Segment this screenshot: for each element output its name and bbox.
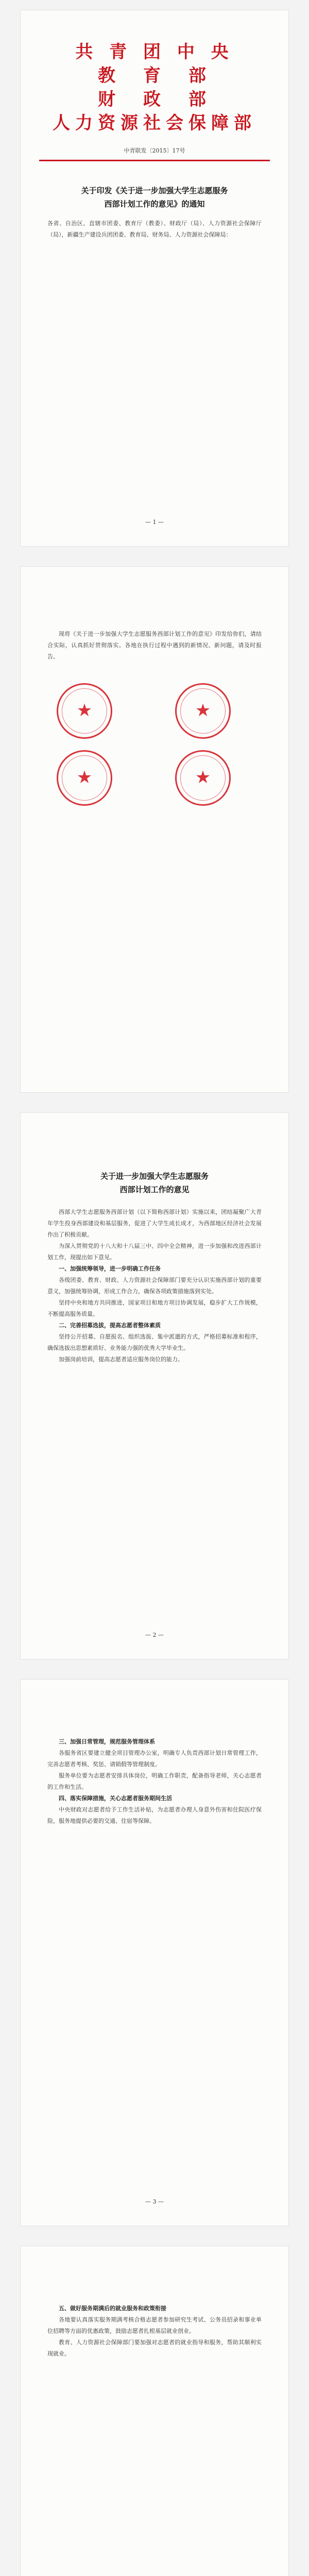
notice-body: 现将《关于进一步加强大学生志愿服务西部计划工作的意见》印发给你们，请结合实际，认真抓好贯彻落实。各地在执行过程中遇到的新情况、新问题，请及时报告。 [47, 631, 262, 660]
page-number: — 1 — [145, 519, 164, 526]
page-4 [21, 1680, 288, 2226]
paragraph: 中央财政对志愿者给予工作生活补贴，为志愿者办理人身意外伤害和住院医疗保险，服务地提供必要的交通、住宿等保障。 [47, 1806, 262, 1824]
paragraph: 各服务省区要建立健全项目管理办公室，明确专人负责西部计划日常管理工作，完善志愿者考核、奖惩、请销假等管理制度。 [47, 1750, 262, 1768]
paragraph: 各地要认真落实服务期满考核合格志愿者参加研究生考试、公务员招录和事业单位招聘等方面的优惠政策，鼓励志愿者扎根基层就业创业。 [47, 2316, 262, 2334]
official-seal-icon: ★ [57, 683, 112, 739]
notice-title: 西部计划工作的意见》的通知 [104, 199, 205, 209]
page-2 [21, 567, 288, 1092]
letterhead-line: 教 育 部 [98, 65, 211, 86]
page-number: — 2 — [145, 1632, 164, 1638]
paragraph: 为深入贯彻党的十八大和十八届三中、四中全会精神，进一步加强和改进西部计划工作，现提出如下意见。 [47, 1243, 262, 1261]
official-seal-icon: ★ [175, 750, 231, 806]
letterhead-line: 人力资源社会保障部 [53, 113, 256, 133]
paragraph: 西部大学生志愿服务西部计划（以下简称西部计划）实施以来，团结凝聚广大青年学生投身西部建设和基层服务，促进了大学生成长成才，为西部地区经济社会发展作出了积极贡献。 [47, 1209, 262, 1238]
seal-area [21, 683, 288, 817]
paragraph: 坚持公开招募、自愿报名、组织选拔、集中派遣的方式，严格招募标准和程序，确保选拔出思想素质好、业务能力强的优秀大学毕业生。 [47, 1333, 262, 1351]
section-heading: 四、落实保障措施，关心志愿者服务期间生活 [59, 1795, 172, 1802]
section-heading: 五、做好服务期满后的就业服务和政策衔接 [59, 2305, 166, 2312]
letterhead-line: 财 政 部 [98, 89, 211, 110]
document-number: 中青联发〔2015〕17号 [124, 147, 185, 154]
paragraph: 各级团委、教育、财政、人力资源社会保障部门要充分认识实施西部计划的重要意义，加强统筹协调，形成工作合力，确保各项政策措施落到实处。 [47, 1277, 262, 1295]
letterhead-line: 共 青 团 中 央 [75, 42, 234, 62]
letterhead [21, 10, 288, 135]
paragraph: 教育、人力资源社会保障部门要加强对志愿者的就业指导和服务，帮助其顺利实现就业。 [47, 2339, 262, 2357]
section-heading: 二、完善招募选拔，提高志愿者整体素质 [59, 1322, 161, 1329]
page-number: — 3 — [145, 2198, 164, 2205]
page-1 [21, 10, 288, 546]
opinion-title: 关于进一步加强大学生志愿服务 [100, 1172, 209, 1181]
paragraph: 加强岗前培训，提高志愿者适应服务岗位的能力。 [59, 1356, 183, 1363]
page-3 [21, 1113, 288, 1659]
section-heading: 一、加强统筹领导，进一步明确工作任务 [59, 1265, 161, 1272]
notice-recipients: 各省、自治区、直辖市团委、教育厅（教委）、财政厅（局）、人力资源社会保障厅（局），新疆生产建设兵团团委、教育局、财务局、人力资源社会保障局： [47, 220, 262, 238]
official-seal-icon: ★ [57, 750, 112, 806]
paragraph: 坚持中央和地方共同推进，国家项目和地方项目协调发展，稳步扩大工作规模，不断提高服务质量。 [47, 1299, 262, 1317]
section-heading: 三、加强日常管理，规范服务管理体系 [59, 1738, 155, 1745]
paragraph: 服务单位要为志愿者安排具体岗位，明确工作职责，配备指导老师，关心志愿者的工作和生活。 [47, 1772, 262, 1790]
notice-title: 关于印发《关于进一步加强大学生志愿服务 [81, 186, 228, 195]
opinion-title: 西部计划工作的意见 [119, 1185, 190, 1194]
official-seal-icon: ★ [175, 683, 231, 739]
page-5 [21, 2246, 288, 2576]
